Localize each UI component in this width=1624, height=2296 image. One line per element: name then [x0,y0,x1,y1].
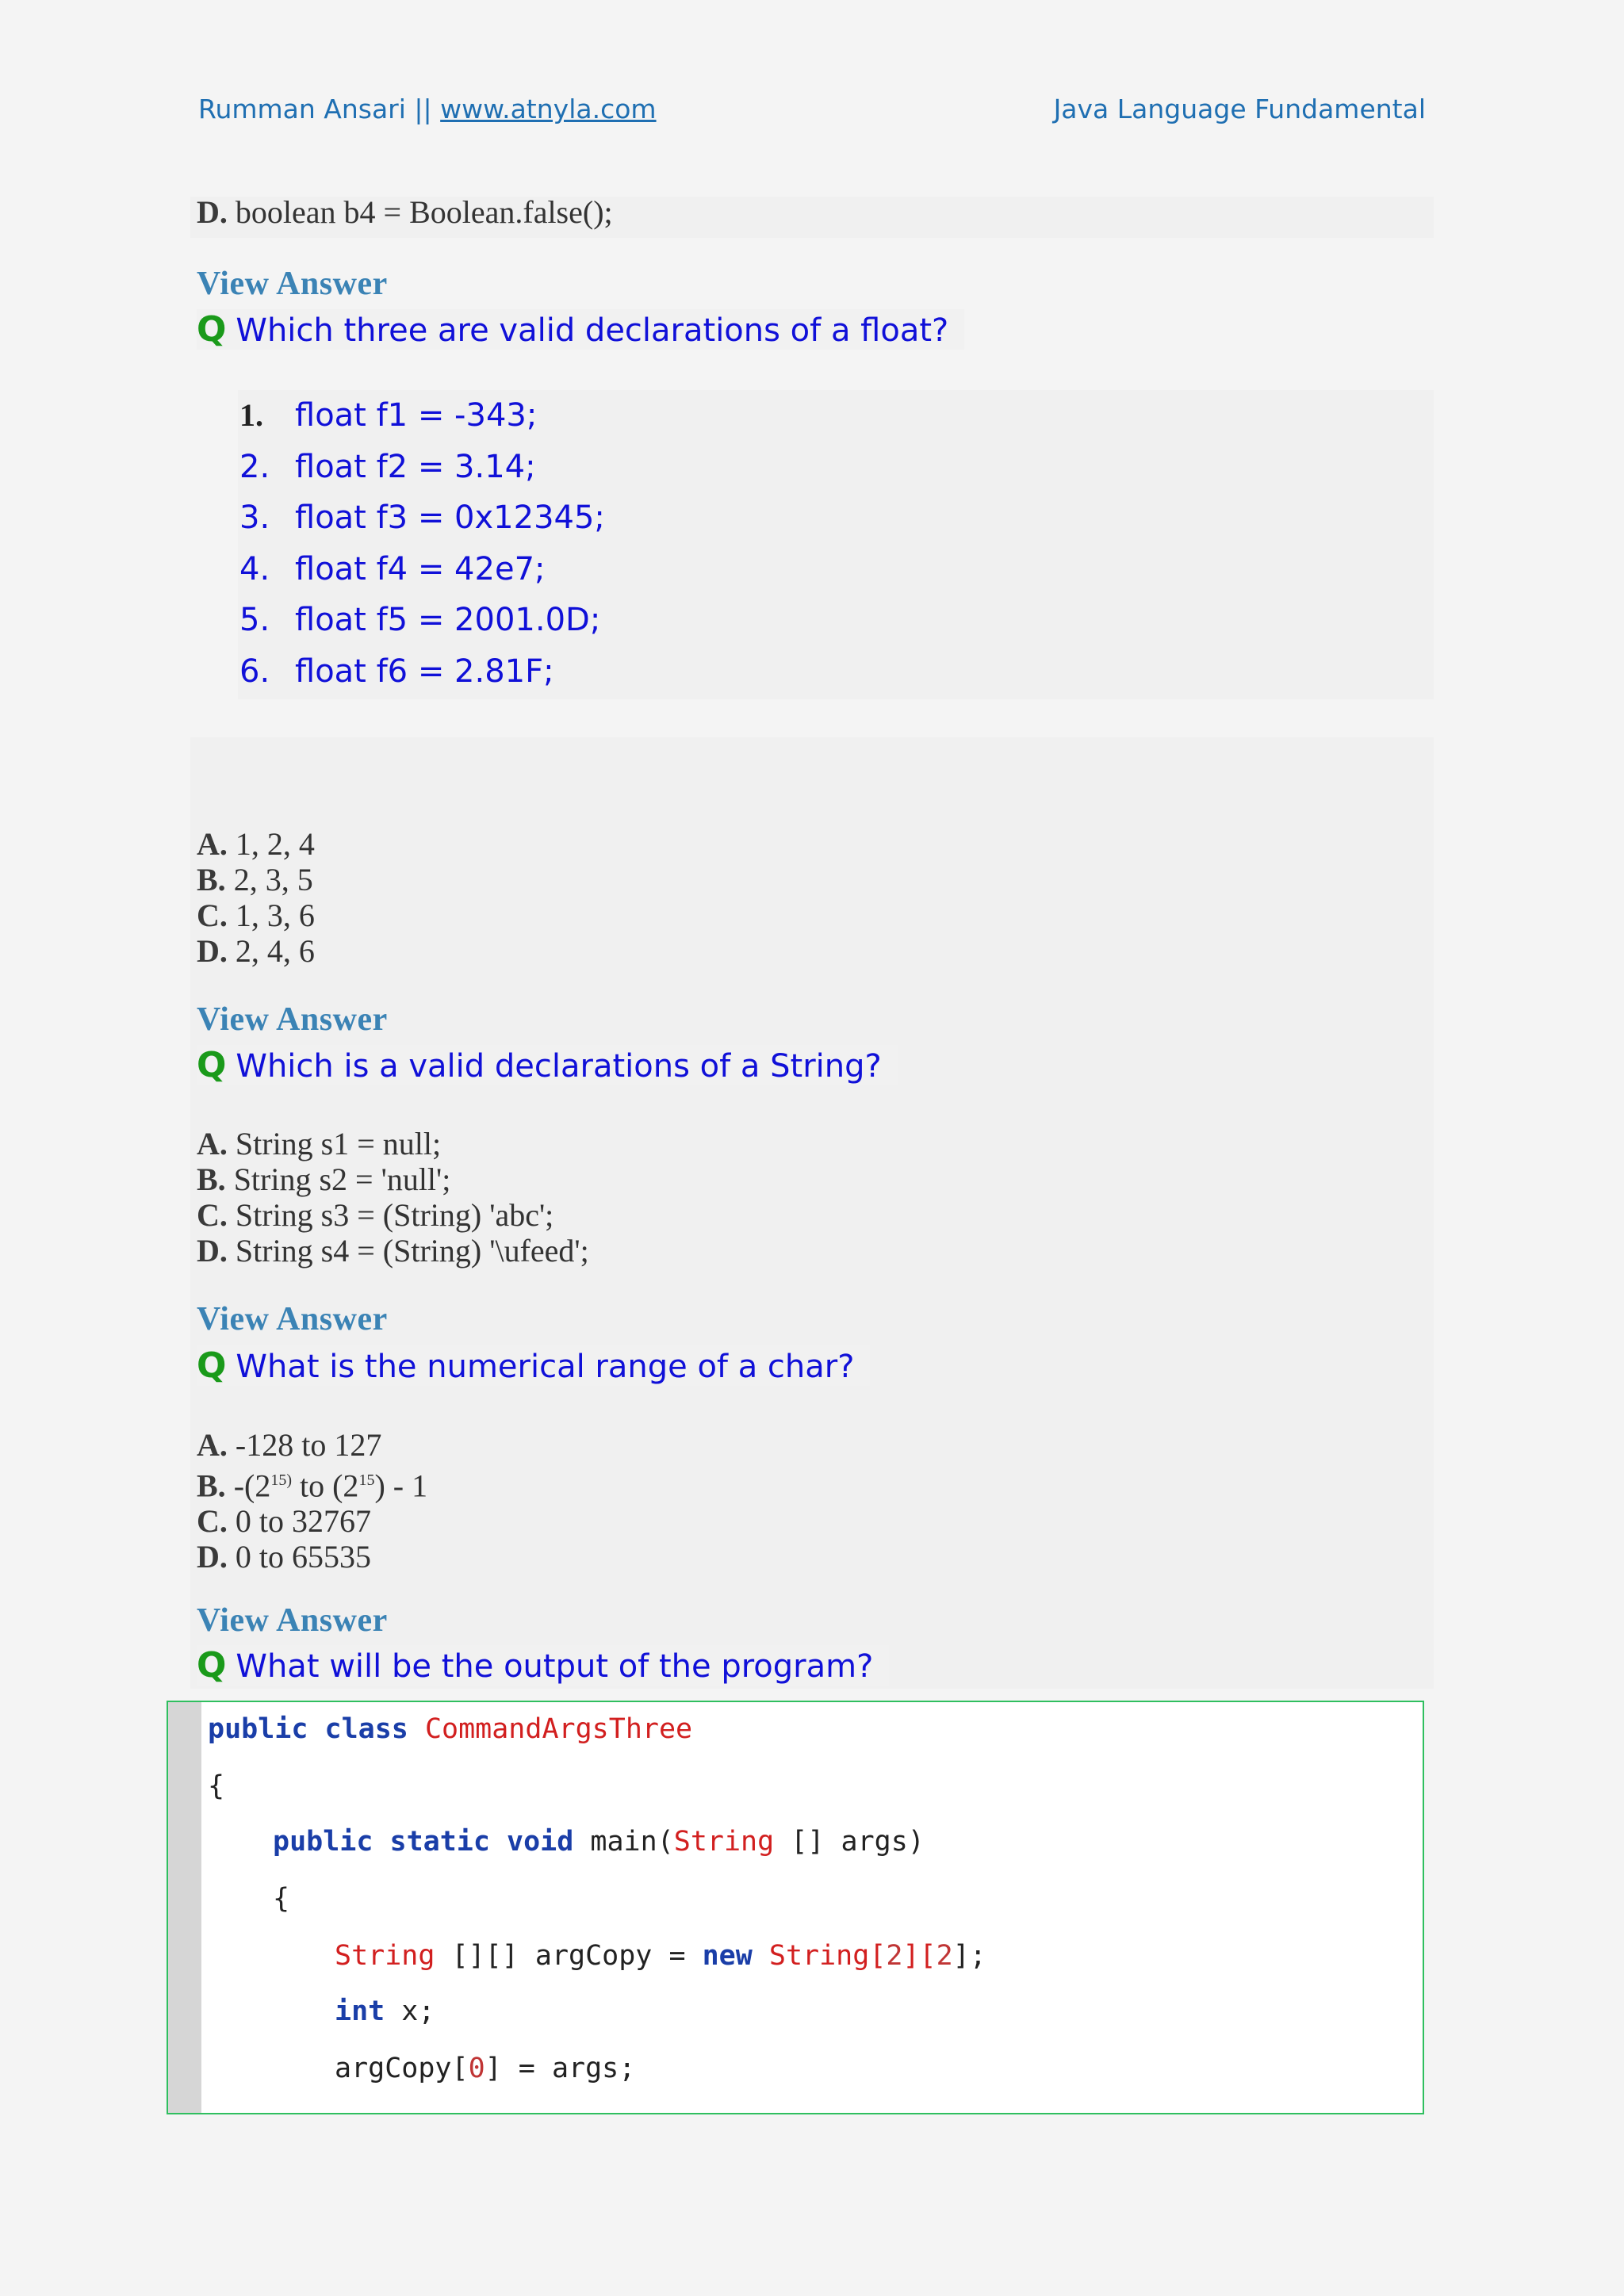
keyword: public [273,1826,373,1858]
list-number: 2. [239,448,270,485]
q-marker: Q [197,1345,227,1386]
view-answer-link[interactable]: View Answer [197,1301,388,1337]
keyword: class [324,1713,408,1745]
option-text: boolean b4 = Boolean.false(); [235,194,613,230]
code-text: ]; [952,1940,986,1972]
option-letter: D. [197,194,228,230]
option-text: String s3 = (String) 'abc'; [235,1197,554,1233]
code-line-7 [335,2053,635,2084]
option-d [197,933,315,969]
q-marker: Q [197,1645,227,1686]
list-item [239,492,1429,544]
code-text: [] args) [791,1826,925,1858]
option-letter: A. [197,826,228,862]
code-line-5 [335,1940,986,1972]
option-text: 1, 2, 4 [235,826,315,862]
option-text: String s4 = (String) '\ufeed'; [235,1233,589,1269]
option-letter: B. [197,862,226,897]
list-item [239,646,1429,698]
number-literal: 0 [468,2053,485,2084]
list-item [239,390,1429,442]
option-letter: C. [197,897,228,933]
question-1-options [197,826,315,969]
option-text: 0 to 32767 [235,1503,372,1540]
question-text: Which is a valid declarations of a String? [236,1048,882,1085]
option-c [197,1503,427,1539]
keyword: void [507,1826,574,1858]
question-text: Which three are valid declarations of a float? [236,312,949,349]
option-letter: D. [197,1539,228,1575]
code-text: argCopy[ [335,2053,469,2084]
code-line-1 [208,1713,692,1745]
list-number: 1. [239,397,263,433]
code-gutter [168,1702,201,2113]
option-letter: B. [197,1468,226,1504]
option-text: ) - 1 [374,1468,428,1504]
option-a [197,826,315,862]
option-b [197,862,315,897]
question-3-options [197,1427,427,1575]
list-code: float f6 = 2.81F; [295,652,554,690]
option-a [197,1427,427,1463]
option-letter: C. [197,1197,228,1233]
class-name: CommandArgsThree [424,1713,693,1745]
list-code: float f2 = 3.14; [295,448,536,485]
list-number: 5. [239,602,270,638]
option-c [197,1197,589,1233]
option-text: 1, 3, 6 [235,897,315,933]
question-3 [197,1345,870,1386]
code-line-4: { [273,1883,290,1915]
code-line-3 [273,1826,925,1858]
list-code: float f3 = 0x12345; [295,499,605,536]
view-answer-link[interactable]: View Answer [197,1602,388,1639]
question-4 [197,1645,889,1686]
option-text: 0 to 65535 [235,1539,372,1575]
keyword: public [208,1713,308,1745]
option-text: -(2 [233,1468,271,1504]
option-text: String s1 = null; [235,1126,442,1161]
float-declaration-list [239,390,1429,697]
option-text: 2, 4, 6 [235,933,315,969]
code-block [167,1701,1424,2114]
option-c [197,897,315,933]
question-text: What is the numerical range of a char? [236,1349,855,1385]
exponent: 15) [270,1471,292,1489]
list-item [239,442,1429,493]
type-name: String [335,1940,435,1972]
site-link[interactable]: www.atnyla.com [440,94,657,124]
view-answer-link[interactable]: View Answer [197,1001,388,1038]
question-text: What will be the output of the program? [236,1648,874,1685]
list-number: 4. [239,550,270,587]
option-letter: B. [197,1161,226,1197]
code-text: main( [590,1826,674,1858]
number-literal: 2 [936,1940,953,1972]
list-code: float f4 = 42e7; [295,550,546,587]
page-header [198,94,1426,124]
type-name: String [673,1826,775,1858]
option-letter: D. [197,1233,228,1269]
code-text: x; [401,1996,435,2027]
code-text: [ [869,1940,887,1972]
list-item [239,544,1429,595]
header-left [198,94,657,124]
option-text: String s2 = 'null'; [233,1161,451,1197]
keyword: new [702,1940,753,1972]
option-b [197,1161,589,1197]
list-number: 6. [239,652,270,690]
question-2 [197,1045,898,1085]
option-d [197,1539,427,1575]
view-answer-link[interactable]: View Answer [197,266,388,302]
code-text: [][] argCopy = [451,1940,703,1972]
option-d [197,1233,589,1269]
code-line-2: { [208,1770,225,1802]
question-2-options [197,1126,589,1269]
type-name: String [768,1940,870,1972]
option-text: 2, 3, 5 [233,862,313,897]
list-item [239,595,1429,646]
prev-option-d [197,194,613,230]
option-b [197,1463,427,1503]
option-text: to (2 [292,1468,359,1504]
option-a [197,1126,589,1161]
exponent: 15 [358,1471,375,1489]
option-letter: A. [197,1126,228,1161]
number-literal: 2 [886,1940,903,1972]
code-line-6 [335,1996,435,2027]
option-letter: A. [197,1427,228,1463]
question-1 [197,309,964,350]
list-code: float f5 = 2001.0D; [295,602,601,638]
keyword: int [335,1996,385,2027]
q-marker: Q [197,309,227,350]
header-subject: Java Language Fundamental [1053,94,1426,124]
keyword: static [389,1826,490,1858]
option-text: -128 to 127 [235,1427,382,1463]
option-letter: C. [197,1503,228,1540]
author-name: Rumman Ansari || [198,94,432,124]
list-code: float f1 = -343; [295,397,538,434]
q-marker: Q [197,1045,227,1085]
code-text: ] = args; [485,2053,636,2084]
list-number: 3. [239,499,270,536]
code-text: ][ [902,1940,936,1972]
option-letter: D. [197,933,228,969]
